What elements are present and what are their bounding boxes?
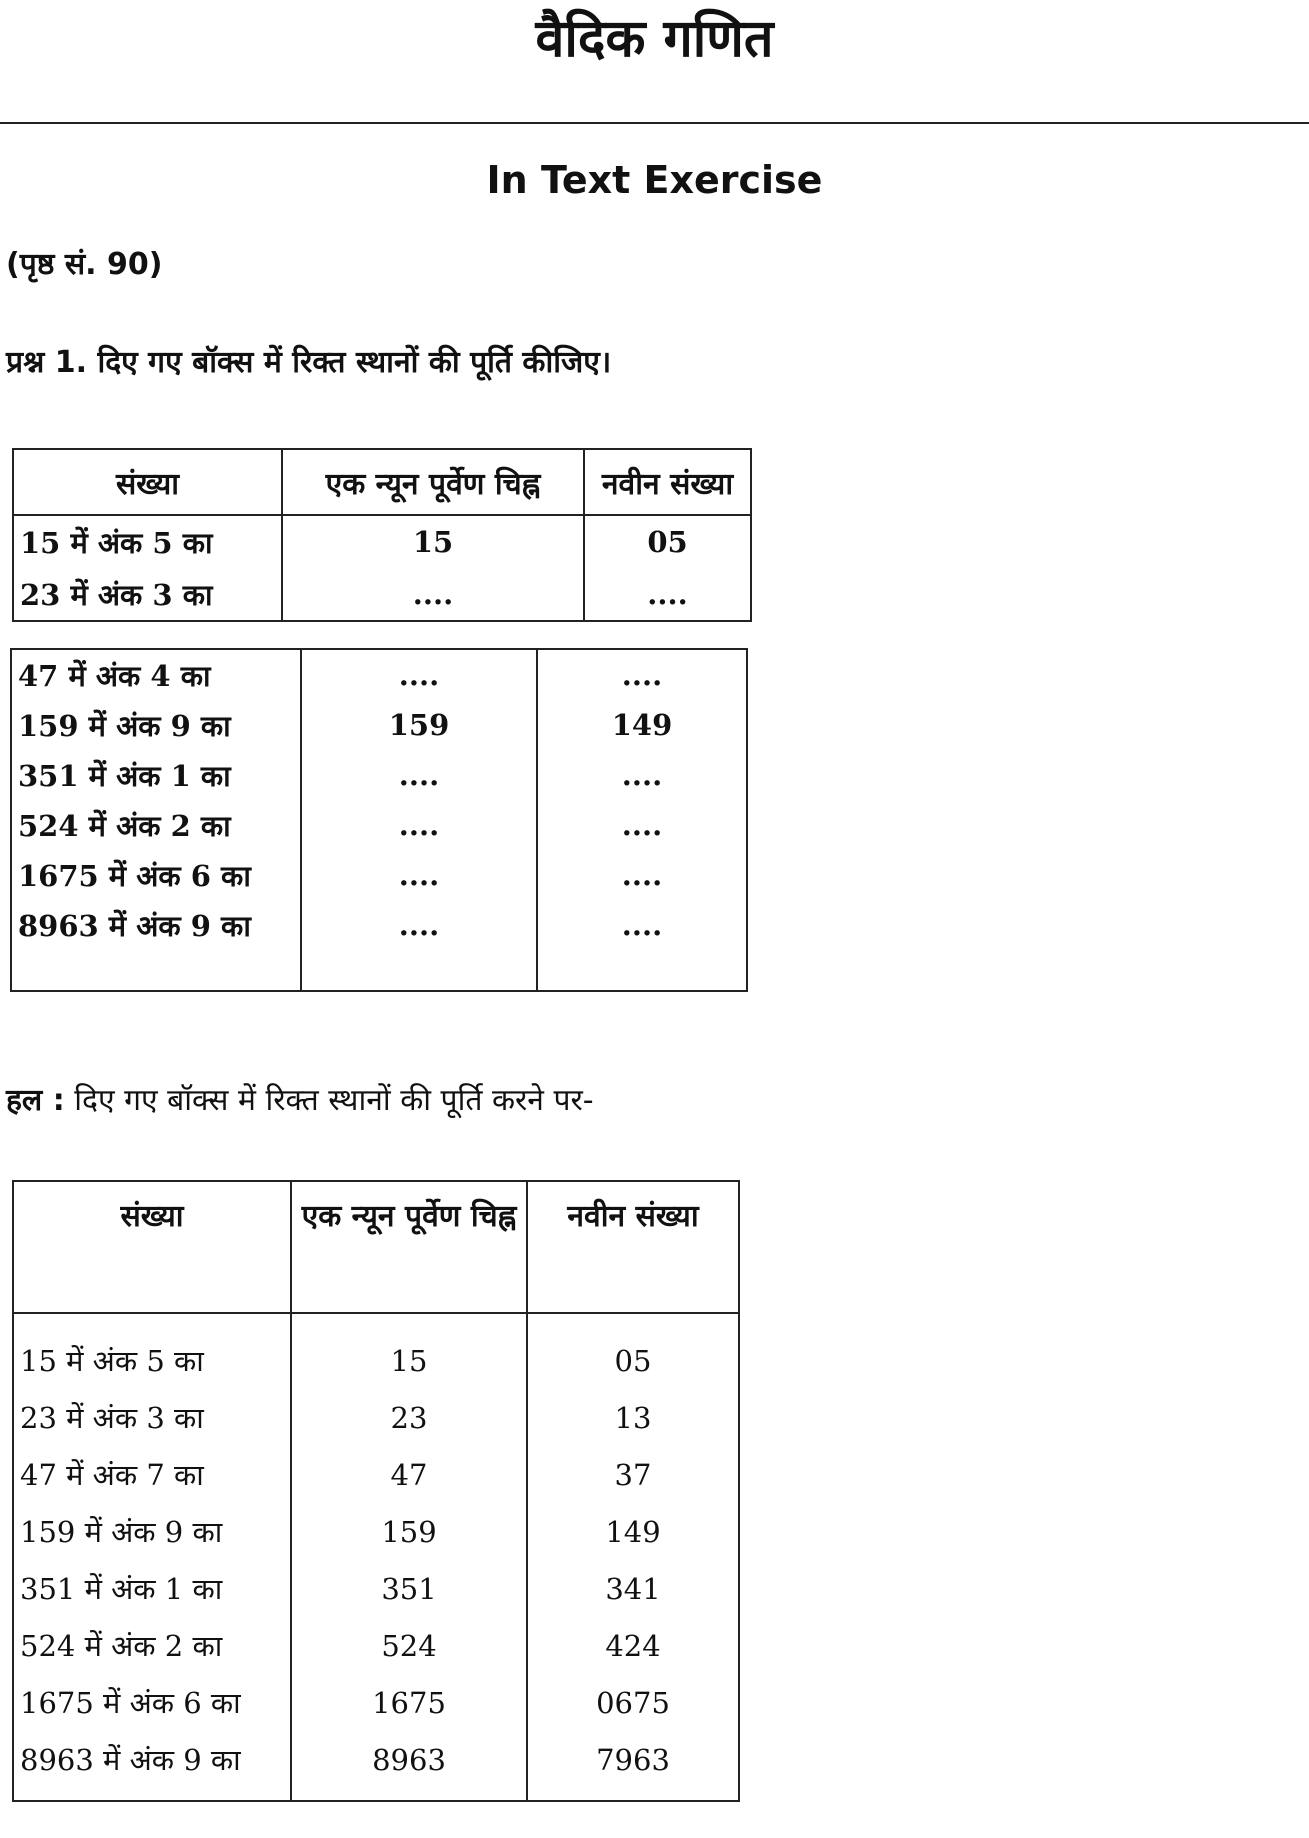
cell-new-number: 341 bbox=[605, 1571, 661, 1606]
cell-number: 8963 में अंक 9 का bbox=[13, 1731, 291, 1801]
cell-new-number: .... bbox=[621, 908, 663, 942]
solution-label: हल : bbox=[6, 1083, 65, 1118]
cell-empty bbox=[537, 950, 747, 991]
table-row-spacer bbox=[11, 950, 747, 991]
cell-number: 1675 में अंक 6 का bbox=[13, 1674, 291, 1731]
cell-new-number: .... bbox=[621, 858, 663, 892]
cell-ekanyun: 159 bbox=[291, 1503, 527, 1560]
cell-new-number: 13 bbox=[614, 1400, 652, 1435]
question-table-header bbox=[13, 449, 751, 515]
cell-ekanyun: .... bbox=[301, 900, 537, 950]
cell-number: 23 में अंक 3 का bbox=[13, 1389, 291, 1446]
table-row bbox=[13, 1503, 739, 1560]
table-row bbox=[13, 1389, 739, 1446]
cell-number: 23 में अंक 3 का bbox=[13, 568, 282, 621]
cell-new-number: 05 bbox=[647, 525, 688, 559]
table-row bbox=[13, 1674, 739, 1731]
cell-new-number: 37 bbox=[614, 1457, 652, 1492]
cell-ekanyun: 15 bbox=[291, 1313, 527, 1389]
cell-number: 159 में अंक 9 का bbox=[11, 700, 301, 750]
cell-ekanyun: .... bbox=[301, 750, 537, 800]
solution-body: दिए गए बॉक्स में रिक्त स्थानों की पूर्ति करने पर- bbox=[74, 1083, 594, 1118]
cell-new-number: 05 bbox=[614, 1343, 652, 1378]
table-row bbox=[11, 700, 747, 750]
cell-new-number: 7963 bbox=[596, 1742, 670, 1777]
answer-table-header bbox=[13, 1181, 739, 1313]
header-new-number: नवीन संख्या bbox=[527, 1181, 739, 1313]
table-row bbox=[11, 900, 747, 950]
page-reference: (पृष्ठ सं. 90) bbox=[6, 247, 163, 282]
header-ekanyun: एक न्यून पूर्वेण चिह्न bbox=[291, 1181, 527, 1313]
cell-number: 8963 में अंक 9 का bbox=[11, 900, 301, 950]
table-row bbox=[11, 800, 747, 850]
cell-new-number: 149 bbox=[605, 1514, 661, 1549]
table-row bbox=[13, 1560, 739, 1617]
cell-new-number: .... bbox=[621, 658, 663, 692]
cell-ekanyun: .... bbox=[282, 568, 584, 621]
title-divider bbox=[0, 122, 1309, 124]
cell-number: 47 में अंक 4 का bbox=[11, 649, 301, 700]
question-table-top bbox=[12, 448, 752, 622]
answer-table bbox=[12, 1180, 740, 1802]
header-number: संख्या bbox=[13, 449, 282, 515]
cell-number: 1675 में अंक 6 का bbox=[11, 850, 301, 900]
table-row bbox=[11, 750, 747, 800]
solution-text bbox=[6, 1080, 594, 1122]
table-row bbox=[11, 649, 747, 700]
header-ekanyun: एक न्यून पूर्वेण चिह्न bbox=[282, 449, 584, 515]
cell-ekanyun: 15 bbox=[282, 515, 584, 568]
cell-ekanyun: .... bbox=[301, 850, 537, 900]
cell-ekanyun: 8963 bbox=[291, 1731, 527, 1801]
header-number: संख्या bbox=[13, 1181, 291, 1313]
cell-number: 159 में अंक 9 का bbox=[13, 1503, 291, 1560]
section-subtitle: In Text Exercise bbox=[486, 158, 823, 202]
cell-new-number: 0675 bbox=[596, 1685, 670, 1720]
cell-new-number: 149 bbox=[611, 708, 673, 742]
page-title: वैदिक गणित bbox=[535, 9, 774, 69]
cell-new-number: .... bbox=[621, 808, 663, 842]
cell-number: 524 में अंक 2 का bbox=[11, 800, 301, 850]
cell-empty bbox=[301, 950, 537, 991]
table-row bbox=[13, 1313, 739, 1389]
question-text: प्रश्न 1. दिए गए बॉक्स में रिक्त स्थानों की पूर्ति कीजिए। bbox=[6, 345, 612, 380]
cell-number: 351 में अंक 1 का bbox=[11, 750, 301, 800]
cell-ekanyun: 47 bbox=[291, 1446, 527, 1503]
table-row bbox=[11, 850, 747, 900]
table-row bbox=[13, 1617, 739, 1674]
cell-ekanyun: 159 bbox=[301, 700, 537, 750]
header-new-number: नवीन संख्या bbox=[584, 449, 751, 515]
cell-number: 524 में अंक 2 का bbox=[13, 1617, 291, 1674]
cell-ekanyun: 351 bbox=[291, 1560, 527, 1617]
table-row bbox=[13, 515, 751, 568]
cell-ekanyun: 524 bbox=[291, 1617, 527, 1674]
table-row bbox=[13, 568, 751, 621]
cell-ekanyun: 1675 bbox=[291, 1674, 527, 1731]
question-table-bottom bbox=[10, 648, 748, 992]
cell-number: 15 में अंक 5 का bbox=[13, 1313, 291, 1389]
table-row bbox=[13, 1731, 739, 1801]
cell-new-number: 424 bbox=[605, 1628, 661, 1663]
cell-number: 15 में अंक 5 का bbox=[13, 515, 282, 568]
cell-new-number: .... bbox=[621, 758, 663, 792]
cell-number: 351 में अंक 1 का bbox=[13, 1560, 291, 1617]
table-row bbox=[13, 1446, 739, 1503]
cell-number: 47 में अंक 7 का bbox=[13, 1446, 291, 1503]
cell-ekanyun: .... bbox=[301, 649, 537, 700]
cell-new-number: .... bbox=[647, 577, 688, 611]
cell-ekanyun: .... bbox=[301, 800, 537, 850]
cell-empty bbox=[11, 950, 301, 991]
cell-ekanyun: 23 bbox=[291, 1389, 527, 1446]
